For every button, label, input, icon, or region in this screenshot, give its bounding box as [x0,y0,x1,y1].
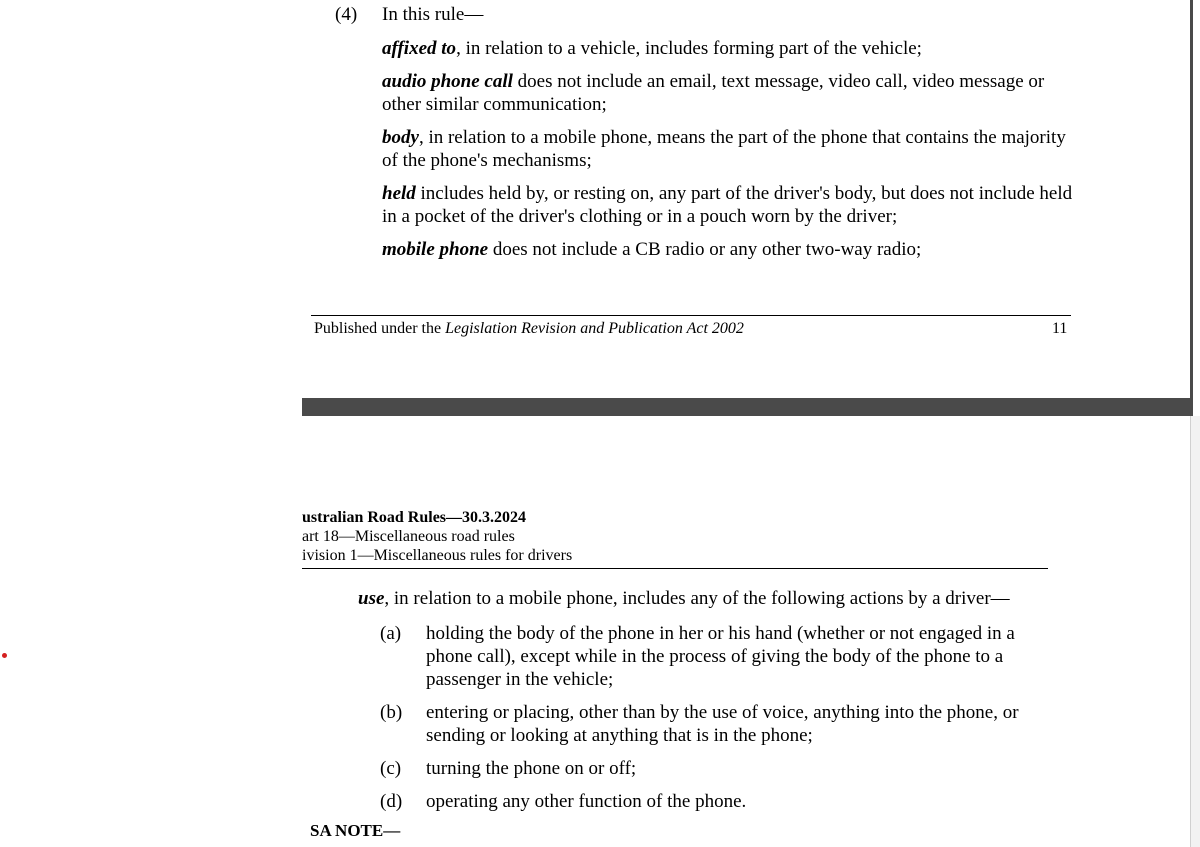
footer-prefix: Published under the [314,320,446,337]
definition-body [382,126,1082,172]
subrule-number: (4) [335,4,358,25]
use-actions-list [380,622,1060,823]
item-label: (d) [380,791,403,812]
item-label: (c) [380,758,402,779]
definition-audio-phone-call [382,70,1082,116]
item-text: holding the body of the phone in her or his hand (whether or not engaged in a phone call), except while in the process of giving the body of the phone to a passenger in the vehicle; [426,623,1015,690]
footer-divider [311,315,1071,316]
definition-term: affixed to [382,38,457,59]
list-item [380,757,1060,780]
page-number: 11 [1052,320,1068,337]
definition-term: audio phone call [382,71,513,92]
item-text: turning the phone on or off; [426,758,637,779]
list-item [380,701,1060,747]
header-division: ivision 1—Miscellaneous rules for drivers [302,547,573,564]
definition-term: use [358,588,385,609]
page-separator [302,398,1193,416]
definition-text: does not include an email, text message, video call, video message or other similar communication; [382,71,1045,115]
item-text: operating any other function of the phone. [426,791,747,812]
definition-mobile-phone [382,238,1082,261]
definition-text: includes held by, or resting on, any part of the driver's body, but does not include held in a pocket of the driver's clothing or in a pouch worn by the driver; [382,183,1073,227]
subrule-intro: In this rule— [382,4,484,25]
list-item [380,622,1060,691]
definition-use [358,588,1010,610]
definition-text: , in relation to a vehicle, includes forming part of the vehicle; [456,38,922,59]
definition-held [382,182,1082,228]
definition-text: does not include a CB radio or any other two-way radio; [488,239,922,260]
footer-act-title: Legislation Revision and Publication Act 2002 [445,320,744,337]
page-edge-shadow [1190,416,1200,847]
running-header [302,508,1048,569]
item-text: entering or placing, other than by the use of voice, anything into the phone, or sending or looking at anything that is in the phone; [426,702,1019,746]
page-footer [314,320,744,338]
list-item [380,790,1060,813]
definitions-list [382,37,1082,271]
definition-text: , in relation to a mobile phone, includes any of the following actions by a driver— [384,588,1010,609]
item-label: (b) [380,702,403,723]
definition-term: held [382,183,416,204]
definition-affixed-to [382,37,1082,60]
definition-term: body [382,127,419,148]
definition-text: , in relation to a mobile phone, means the part of the phone that contains the majority of the phone's mechanisms; [382,127,1066,171]
pdf-page-11 [302,0,1193,398]
definition-term: mobile phone [382,239,489,260]
header-part: art 18—Miscellaneous road rules [302,528,515,545]
cursor-dot-icon [2,653,7,658]
header-title: ustralian Road Rules—30.3.2024 [302,509,527,526]
pdf-page-12 [302,416,1190,847]
item-label: (a) [380,623,402,644]
sa-note-heading: SA NOTE— [310,821,401,840]
